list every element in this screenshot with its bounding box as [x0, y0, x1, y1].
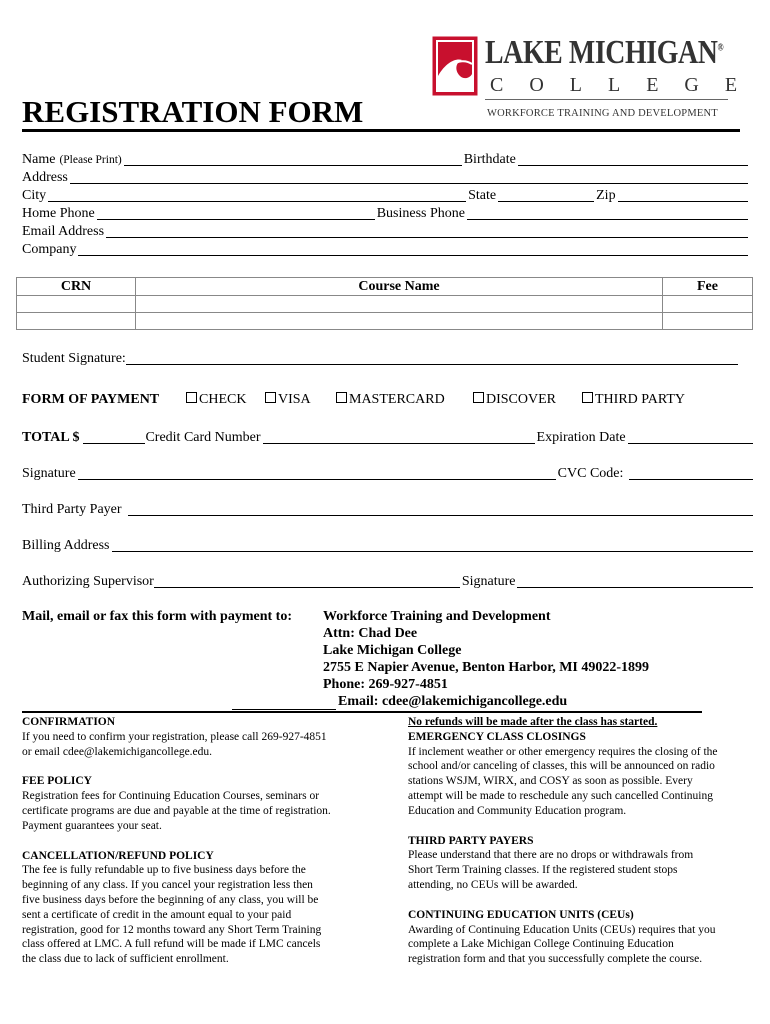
company-row	[22, 242, 750, 258]
check-option[interactable]: CHECK	[186, 392, 246, 408]
email-row	[22, 224, 750, 240]
third-party-payer-field[interactable]	[128, 503, 753, 516]
policy-text: Education and Community Education program.	[408, 804, 627, 817]
page-title: REGISTRATION FORM	[22, 94, 364, 129]
logo-divider	[485, 99, 728, 100]
address-field[interactable]	[70, 171, 748, 184]
crn-header: CRN	[17, 278, 136, 296]
policy-text: registration form and that you successfully complete the course.	[408, 953, 703, 966]
fee-cell[interactable]	[663, 313, 753, 330]
fee-header: Fee	[663, 278, 753, 296]
address-row	[22, 170, 750, 186]
policy-text: If inclement weather or other emergency requires the closing of the	[408, 745, 718, 758]
mail-line3: Lake Michigan College	[323, 643, 462, 658]
crn-cell[interactable]	[17, 313, 136, 330]
mail-line6: Email: cdee@lakemichigancollege.edu	[338, 694, 568, 709]
checkbox-icon[interactable]	[186, 392, 197, 403]
third-party-payer-label: Third Party Payer	[22, 502, 122, 517]
policy-text: sent a certificate of credit in the amount equal to your paid	[22, 908, 292, 921]
third-party-payer-row	[22, 502, 755, 518]
policy-text: attempt will be made to reschedule any such cancelled Continuing	[408, 789, 713, 802]
phone-row	[22, 206, 750, 222]
signature-row	[22, 466, 755, 482]
section-divider	[22, 711, 702, 713]
course-name-header: Course Name	[136, 278, 663, 296]
policy-text: The fee is fully refundable up to five business days before the	[22, 864, 306, 877]
total-field[interactable]	[83, 431, 145, 444]
expiration-field[interactable]	[628, 431, 753, 444]
third-party-payers-heading: THIRD PARTY PAYERS	[408, 834, 534, 847]
policy-text: Registration fees for Continuing Education Courses, seminars or	[22, 790, 320, 803]
signature-label: Signature	[22, 466, 76, 481]
mail-line2: Attn: Chad Dee	[323, 626, 418, 641]
name-field[interactable]	[124, 153, 462, 166]
mastercard-option[interactable]: MASTERCARD	[336, 392, 445, 408]
wave-emblem-icon	[432, 36, 478, 96]
table-row	[17, 296, 753, 313]
payment-label: FORM OF PAYMENT	[22, 392, 160, 407]
checkbox-icon[interactable]	[582, 392, 593, 403]
student-signature-label: Student Signature:	[22, 351, 126, 366]
confirmation-heading: CONFIRMATION	[22, 716, 116, 728]
policies-left	[22, 715, 394, 967]
logo-name-line1: LAKE MICHIGAN®	[485, 34, 724, 71]
signature-field[interactable]	[78, 467, 556, 480]
billing-address-label: Billing Address	[22, 538, 110, 553]
authorizing-supervisor-label: Authorizing Supervisor	[22, 574, 154, 589]
company-label: Company	[22, 242, 77, 257]
policy-text: five business days before the beginning of any class, you will be	[22, 893, 319, 906]
policy-text: attending, no CEUs will be awarded.	[408, 878, 578, 891]
mail-line4: 2755 E Napier Avenue, Benton Harbor, MI 49022-1899	[323, 660, 650, 675]
total-row	[22, 430, 755, 446]
checkbox-icon[interactable]	[336, 392, 347, 403]
policy-text: registration, good for 12 months toward any Short Term Training	[22, 923, 322, 936]
business-phone-label: Business Phone	[376, 206, 466, 221]
mail-intro: Mail, email or fax this form with payment to:	[22, 609, 292, 624]
logo-name-line2: COLLEGE	[490, 74, 764, 96]
policy-text: class offered at LMC. A full refund will be made if LMC cancels	[22, 938, 321, 951]
table-header-row	[17, 278, 753, 296]
zip-label: Zip	[596, 188, 616, 203]
policy-text: Please understand that there are no drops or withdrawals from	[408, 849, 694, 862]
ceu-heading: CONTINUING EDUCATION UNITS (CEUs)	[408, 908, 634, 921]
home-phone-label: Home Phone	[22, 206, 95, 221]
cancellation-heading: CANCELLATION/REFUND POLICY	[22, 849, 214, 862]
no-refunds-notice: No refunds will be made after the class has started.	[408, 716, 658, 728]
name-hint: (Please Print)	[59, 154, 122, 166]
policy-text: stations WSJM, WIRX, and COSY as soon as possible. Every	[408, 775, 693, 788]
name-row	[22, 152, 750, 168]
cvc-field[interactable]	[629, 467, 753, 480]
policy-text: school and/or canceling of classes, this will be announced on radio	[408, 760, 715, 773]
checkbox-icon[interactable]	[473, 392, 484, 403]
policy-text: Payment guarantees your seat.	[22, 819, 162, 832]
table-row	[17, 313, 753, 330]
policies-right	[408, 715, 758, 967]
policy-text: If you need to confirm your registration, please call 269-927-4851	[22, 730, 327, 743]
college-logo	[432, 34, 764, 128]
fee-policy-heading: FEE POLICY	[22, 775, 92, 788]
policy-text: certificate programs are due and payable at the time of registration.	[22, 804, 331, 817]
mail-line1: Workforce Training and Development	[323, 609, 551, 624]
mail-line5: Phone: 269-927-4851	[323, 677, 448, 692]
authorizing-supervisor-field[interactable]	[154, 575, 460, 588]
policy-text: complete a Lake Michigan College Continuing Education	[408, 938, 674, 951]
address-label: Address	[22, 170, 68, 185]
third-party-option[interactable]: THIRD PARTY	[582, 392, 685, 408]
student-signature-field[interactable]	[126, 352, 738, 365]
business-phone-field[interactable]	[467, 207, 748, 220]
policy-text: Short Term Training classes. If the registered student stops	[408, 864, 678, 877]
policy-text: the class due to lack of sufficient enrollment.	[22, 953, 229, 966]
discover-option[interactable]: DISCOVER	[473, 392, 556, 408]
policy-text: Awarding of Continuing Education Units (CEUs) requires that you	[408, 923, 716, 936]
mail-email-rule	[232, 709, 336, 710]
billing-address-row	[22, 538, 755, 554]
title-rule	[22, 129, 740, 132]
course-name-cell[interactable]	[136, 296, 663, 313]
cvc-label: CVC Code:	[557, 466, 624, 481]
credit-card-label: Credit Card Number	[145, 430, 261, 445]
logo-department: WORKFORCE TRAINING AND DEVELOPMENT	[487, 108, 718, 119]
crn-cell[interactable]	[17, 296, 136, 313]
city-row	[22, 188, 750, 204]
supervisor-signature-label: Signature	[461, 574, 516, 589]
credit-card-field[interactable]	[263, 431, 535, 444]
courses-table	[16, 277, 753, 330]
state-field[interactable]	[498, 189, 594, 202]
policy-text: or email cdee@lakemichigancollege.edu.	[22, 745, 213, 758]
supervisor-signature-field[interactable]	[517, 575, 753, 588]
student-signature-row	[22, 351, 740, 367]
home-phone-field[interactable]	[97, 207, 375, 220]
company-field[interactable]	[78, 243, 748, 256]
emergency-closings-heading: EMERGENCY CLASS CLOSINGS	[408, 730, 586, 743]
expiration-label: Expiration Date	[536, 430, 626, 445]
checkbox-icon[interactable]	[265, 392, 276, 403]
visa-option[interactable]: VISA	[265, 392, 311, 408]
birthdate-field[interactable]	[518, 153, 748, 166]
total-label: TOTAL $	[22, 430, 80, 445]
city-label: City	[22, 188, 47, 203]
name-label: Name	[22, 152, 56, 167]
authorizing-supervisor-row	[22, 574, 755, 590]
billing-address-field[interactable]	[112, 539, 753, 552]
policy-text: beginning of any class. If you cancel your registration less then	[22, 879, 313, 892]
state-label: State	[468, 188, 497, 203]
course-name-cell[interactable]	[136, 313, 663, 330]
email-field[interactable]	[106, 225, 748, 238]
fee-cell[interactable]	[663, 296, 753, 313]
zip-field[interactable]	[618, 189, 748, 202]
city-field[interactable]	[48, 189, 466, 202]
email-label: Email Address	[22, 224, 105, 239]
birthdate-label: Birthdate	[463, 152, 516, 167]
